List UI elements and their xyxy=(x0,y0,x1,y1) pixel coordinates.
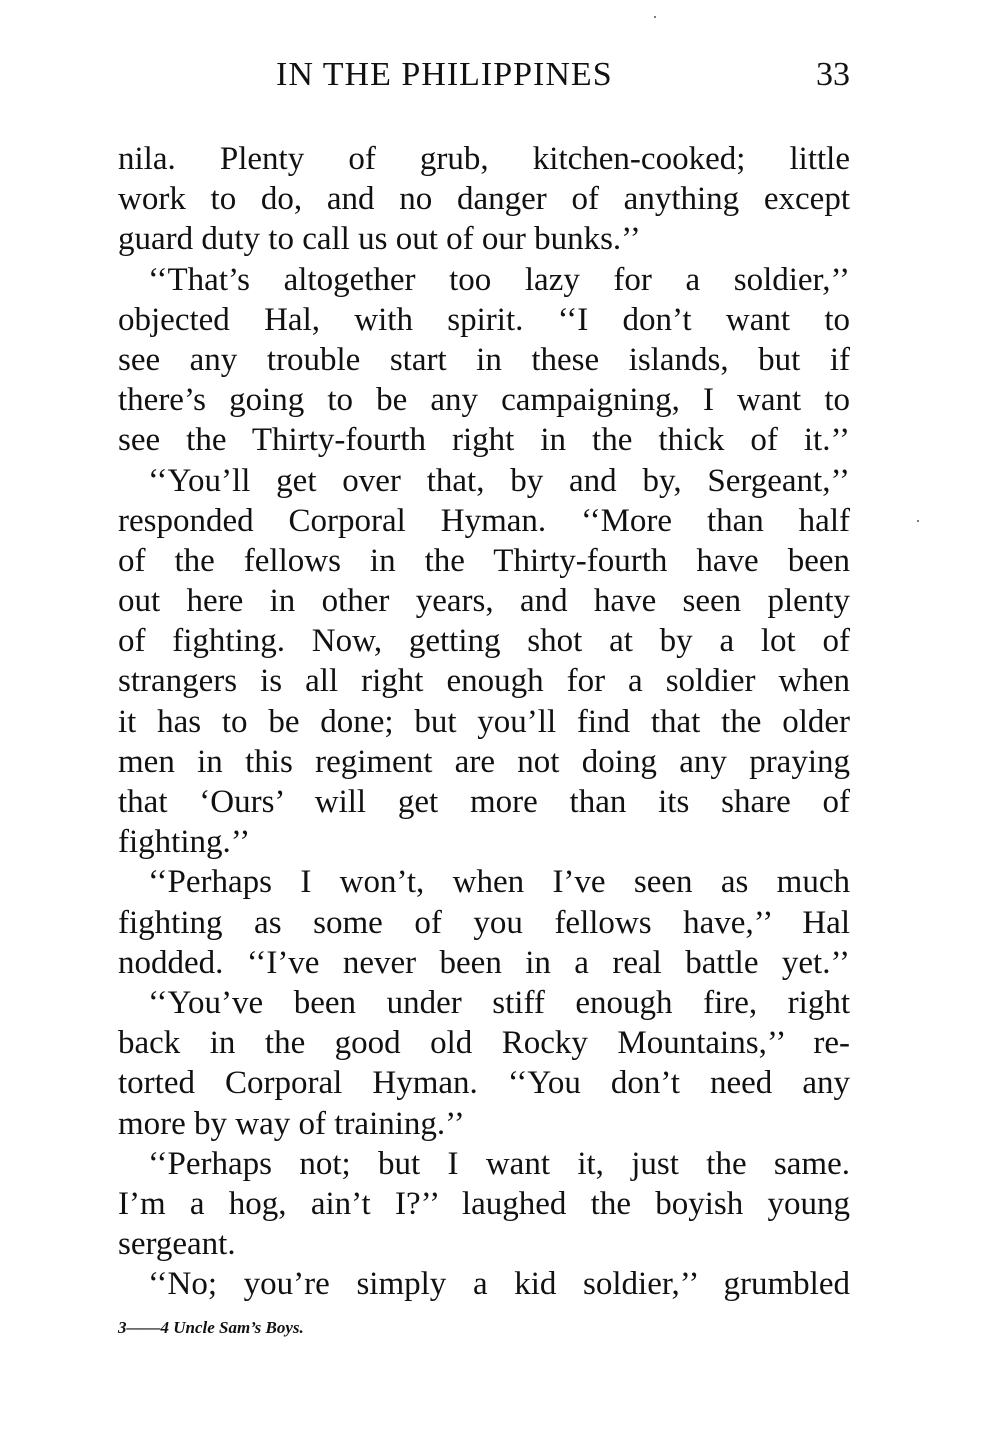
text-line: see the Thirty-fourth right in the thick of it.’’ xyxy=(118,422,850,459)
text-line: responded Corporal Hyman. ‘‘More than half xyxy=(118,502,850,539)
text-line: of fighting. Now, getting shot at by a lot of xyxy=(118,623,850,660)
text-line: sergeant. xyxy=(118,1226,236,1263)
text-line: there’s going to be any campaigning, I want to xyxy=(118,382,850,419)
text-line: guard duty to call us out of our bunks.’’ xyxy=(118,221,641,258)
text-line: ‘‘Perhaps not; but I want it, just the same. xyxy=(148,1145,850,1182)
text-line: men in this regiment are not doing any praying xyxy=(118,743,850,780)
text-line: nila. Plenty of grub, kitchen-cooked; little xyxy=(118,141,850,177)
text-line: it has to be done; but you’ll find that the older xyxy=(118,703,850,740)
text-line: of the fellows in the Thirty-fourth have been xyxy=(118,542,850,579)
running-head xyxy=(118,52,850,98)
text-line: fighting as some of you fellows have,’’ Hal xyxy=(118,904,850,941)
print-speck xyxy=(917,520,919,522)
text-line: ‘‘That’s altogether too lazy for a soldier,’’ xyxy=(148,261,850,298)
body-text xyxy=(118,139,850,1304)
text-line: objected Hal, with spirit. ‘‘I don’t want to xyxy=(118,301,850,338)
text-line: ‘‘You’ve been under stiff enough fire, right xyxy=(148,984,850,1021)
text-line: see any trouble start in these islands, but if xyxy=(118,341,850,378)
text-line: strangers is all right enough for a soldier when xyxy=(118,663,850,700)
text-line: I’m a hog, ain’t I?’’ laughed the boyish young xyxy=(118,1185,850,1222)
text-line: back in the good old Rocky Mountains,’’ re- xyxy=(118,1025,850,1062)
text-line: fighting.’’ xyxy=(118,824,251,861)
text-line: work to do, and no danger of anything except xyxy=(118,181,850,218)
text-line: torted Corporal Hyman. ‘‘You don’t need any xyxy=(118,1065,850,1102)
text-line: that ‘Ours’ will get more than its share of xyxy=(118,784,850,820)
page-number: 33 xyxy=(816,56,850,93)
text-line: more by way of training.’’ xyxy=(118,1105,465,1142)
text-line: ‘‘Perhaps I won’t, when I’ve seen as much xyxy=(148,864,850,901)
running-title: IN THE PHILIPPINES xyxy=(276,56,613,93)
text-line: ‘‘You’ll get over that, by and by, Sergeant,’’ xyxy=(148,462,850,499)
text-line: out here in other years, and have seen plenty xyxy=(118,583,850,620)
text-line: nodded. ‘‘I’ve never been in a real battle yet.’’ xyxy=(118,944,850,981)
printer-signature-mark: 3——4 Uncle Sam’s Boys. xyxy=(118,1318,304,1337)
print-speck xyxy=(654,16,656,18)
text-line: ‘‘No; you’re simply a kid soldier,’’ grumbled xyxy=(148,1266,850,1303)
